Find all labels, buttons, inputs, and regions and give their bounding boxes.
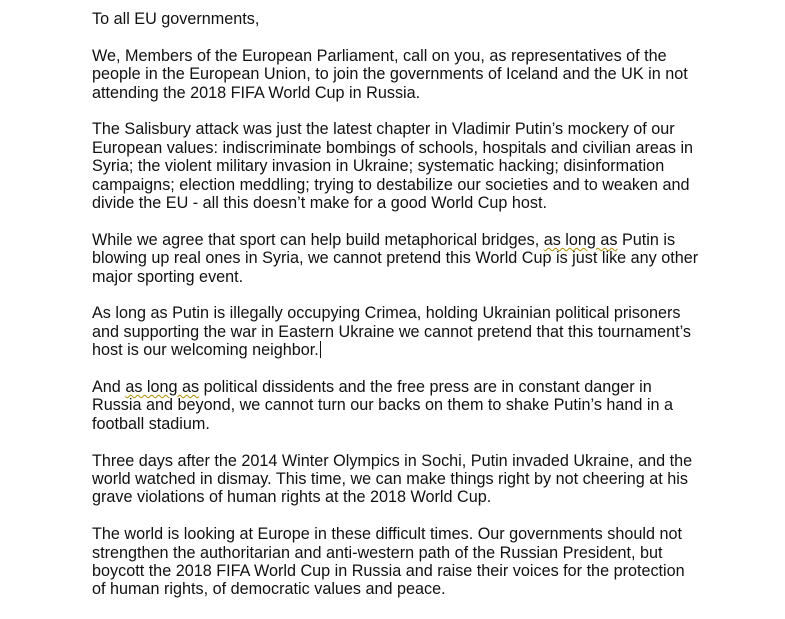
text-run: While we agree that sport can help build metaphorical bridges, (92, 230, 544, 249)
paragraph-line: and supporting the war in Eastern Ukraine we cannot pretend that this tournament’s (92, 322, 691, 341)
paragraph-line: blowing up real ones in Syria, we cannot pretend this World Cup is just like any other (92, 249, 699, 268)
grammar-flag[interactable]: as long as (543, 230, 618, 249)
text-run: Putin is (617, 230, 676, 249)
paragraph-line: European values: indiscriminate bombings of schools, hospitals and civilian areas in (92, 138, 694, 157)
paragraph-line: strengthen the authoritarian and anti-western path of the Russian President, but (92, 543, 663, 562)
paragraph-7 (92, 525, 772, 599)
text-run: political dissidents and the free press are in constant danger in (199, 378, 652, 397)
paragraph-line: Syria; the violent military invasion in Ukraine; systematic hacking; disinformation (92, 157, 665, 176)
paragraph-line (92, 378, 772, 396)
document-body[interactable] (92, 10, 772, 617)
paragraph-2 (92, 120, 772, 212)
paragraph-line: The Salisbury attack was just the latest chapter in Vladimir Putin’s mockery of our (92, 120, 675, 139)
paragraph-line: attending the 2018 FIFA World Cup in Russia. (92, 83, 421, 102)
paragraph-5 (92, 378, 772, 433)
paragraph-3 (92, 231, 772, 286)
paragraph-line: campaigns; election meddling; trying to destabilize our societies and to weaken and (92, 175, 690, 194)
paragraph-line: grave violations of human rights at the 2018 World Cup. (92, 488, 492, 507)
paragraph-line (92, 231, 772, 249)
text-run: host is our welcoming neighbor. (92, 341, 319, 360)
paragraph-line: world watched in dismay. This time, we can make things right by not cheering at his (92, 470, 688, 489)
paragraph-1 (92, 47, 772, 102)
paragraph-line: people in the European Union, to join the governments of Iceland and the UK in not (92, 65, 688, 84)
paragraph-line: Three days after the 2014 Winter Olympics in Sochi, Putin invaded Ukraine, and the (92, 451, 693, 470)
paragraph-line: Russia and beyond, we cannot turn our backs on them to shake Putin’s hand in a (92, 396, 674, 415)
paragraph-line: divide the EU - all this doesn’t make for a good World Cup host. (92, 194, 547, 213)
paragraph-line: major sporting event. (92, 267, 244, 286)
text-run: And (92, 378, 126, 397)
salutation-line: To all EU governments, (92, 10, 260, 28)
paragraph-line: We, Members of the European Parliament, call on you, as representatives of the (92, 46, 667, 65)
grammar-flag[interactable]: as long as (125, 378, 200, 397)
paragraph-line (92, 341, 772, 359)
paragraph-line: boycott the 2018 FIFA World Cup in Russia and raise their voices for the protection (92, 562, 685, 581)
paragraph-line: of human rights, of democratic values and peace. (92, 580, 446, 599)
paragraph-line: As long as Putin is illegally occupying Crimea, holding Ukrainian political prisoners (92, 304, 681, 323)
paragraph-4 (92, 304, 772, 359)
salutation (92, 10, 772, 28)
paragraph-line: football stadium. (92, 414, 210, 433)
paragraph-line: The world is looking at Europe in these difficult times. Our governments should not (92, 525, 682, 544)
text-cursor (320, 341, 321, 358)
paragraph-6 (92, 452, 772, 507)
